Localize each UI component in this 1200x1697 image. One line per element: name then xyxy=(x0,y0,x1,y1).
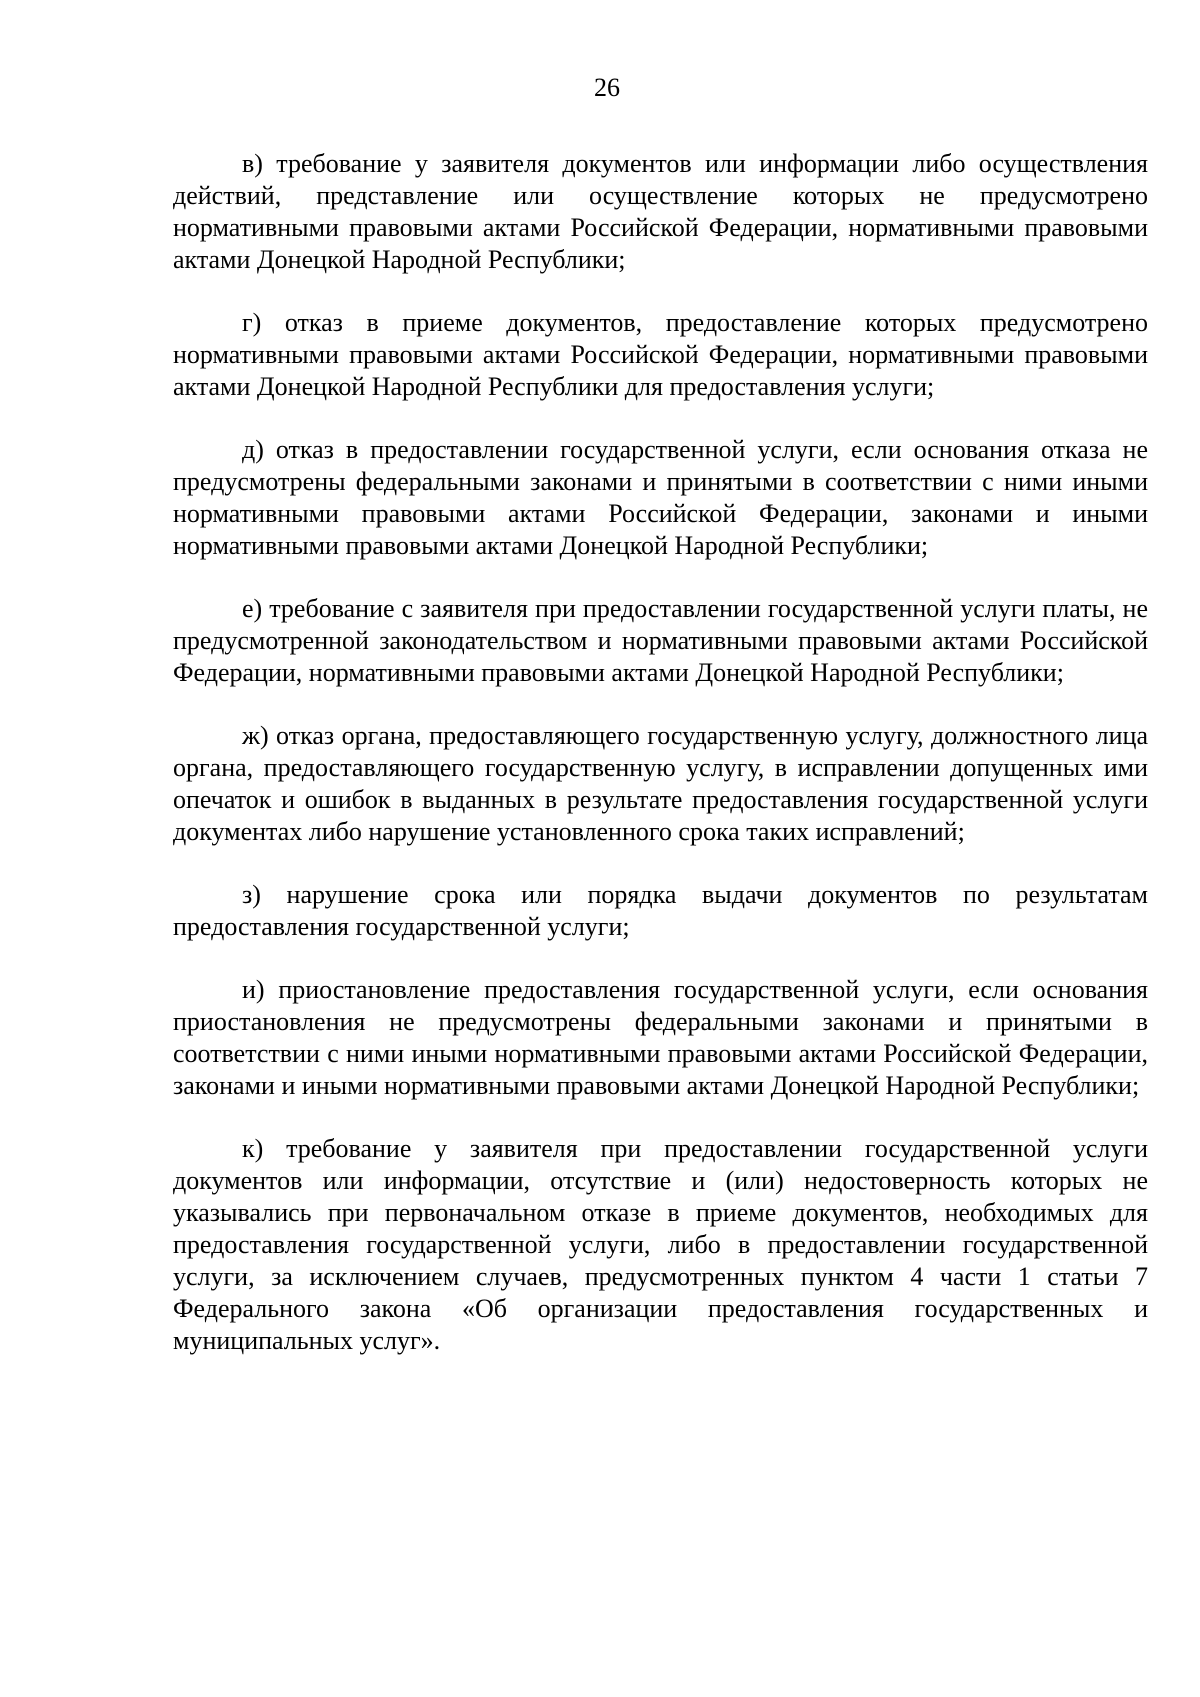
paragraph-v: в) требование у заявителя документов или информации либо осуществления действий, представление или осуществление которых не предусмотрено нормативными правовыми актами Российской Федерации, нормативными правовыми актами Донецкой Народной Республики; xyxy=(173,149,1148,274)
paragraph-e: е) требование с заявителя при предоставлении государственной услуги платы, не предусмотренной законодательством и нормативными правовыми актами Российской Федерации, нормативными правовыми актами Донецкой Народной Республики; xyxy=(173,594,1148,687)
paragraph-z: з) нарушение срока или порядка выдачи документов по результатам предоставления государственной услуги; xyxy=(173,880,1148,941)
page-number: 26 xyxy=(594,73,620,102)
document-body xyxy=(173,148,1148,1388)
paragraph-zh: ж) отказ органа, предоставляющего государственную услугу, должностного лица органа, предоставляющего государственную услугу, в исправлении допущенных ими опечаток и ошибок в выданных в результате предоставления государственной услуги документах либо нарушение установленного срока таких исправлений; xyxy=(173,721,1148,846)
paragraph-k: к) требование у заявителя при предоставлении государственной услуги документов или информации, отсутствие и (или) недостоверность которых не указывались при первоначальном отказе в приеме документов, необходимых для предоставления государственной услуги, либо в предоставлении государственной услуги, за исключением случаев, предусмотренных пунктом 4 части 1 статьи 7 Федерального закона «Об организации предоставления государственных и муниципальных услуг». xyxy=(173,1134,1148,1355)
paragraph-d: д) отказ в предоставлении государственной услуги, если основания отказа не предусмотрены федеральными законами и принятыми в соответствии с ними иными нормативными правовыми актами Российской Федерации, законами и иными нормативными правовыми актами Донецкой Народной Республики; xyxy=(173,435,1148,560)
paragraph-g: г) отказ в приеме документов, предоставление которых предусмотрено нормативными правовыми актами Российской Федерации, нормативными правовыми актами Донецкой Народной Республики для предоставления услуги; xyxy=(173,308,1148,401)
paragraph-i: и) приостановление предоставления государственной услуги, если основания приостановления не предусмотрены федеральными законами и принятыми в соответствии с ними иными нормативными правовыми актами Российской Федерации, законами и иными нормативными правовыми актами Донецкой Народной Республики; xyxy=(173,975,1148,1100)
